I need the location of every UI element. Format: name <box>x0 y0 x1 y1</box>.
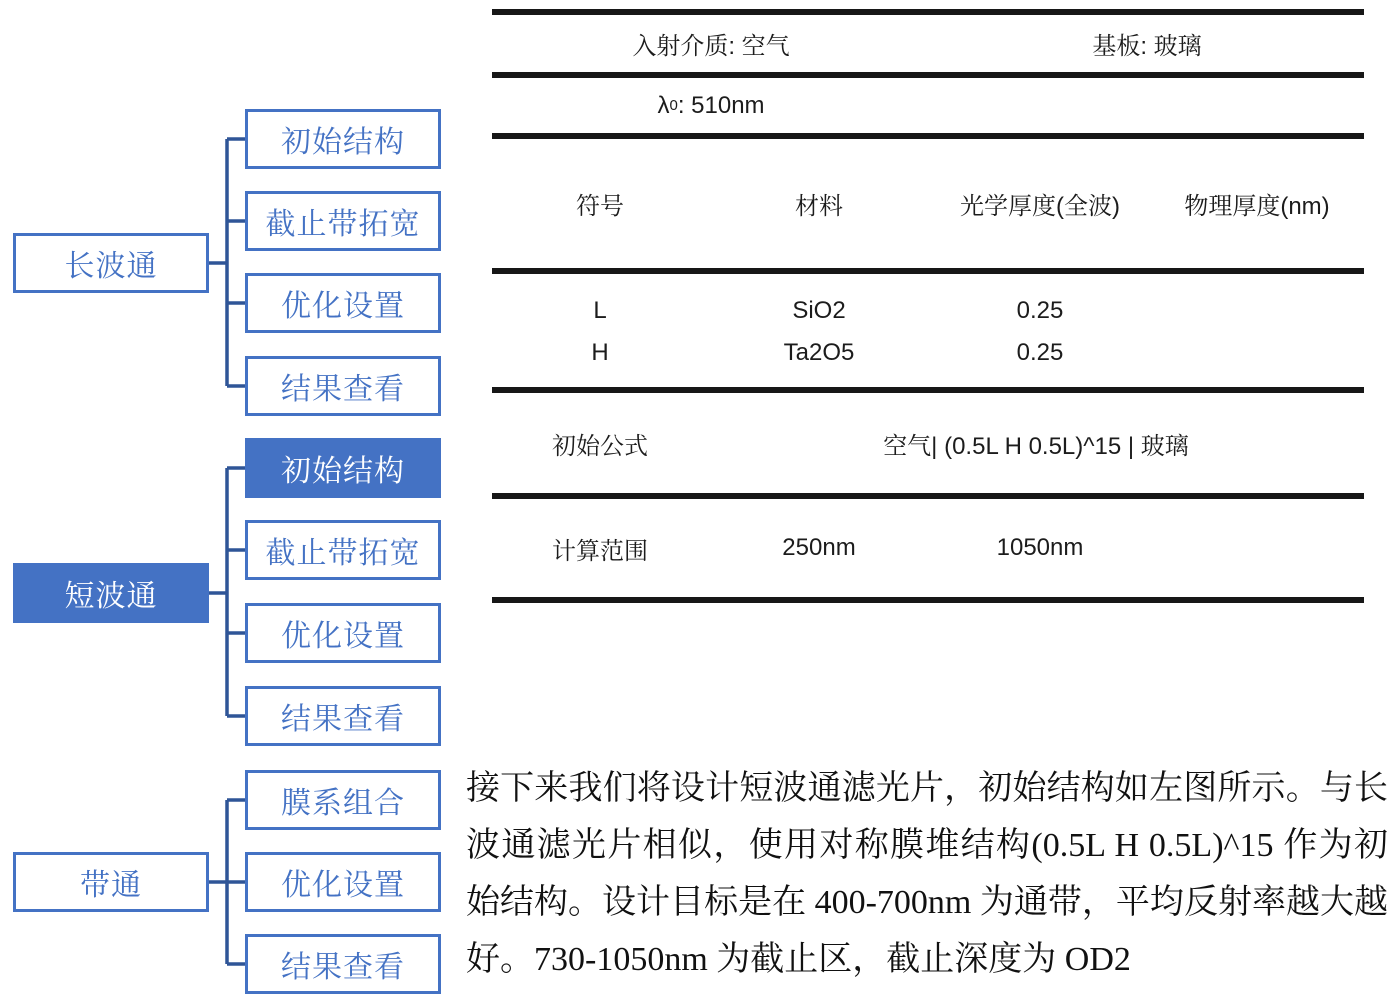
range-min: 250nm <box>782 534 856 561</box>
tree-node-shortpass-result-view <box>245 686 441 746</box>
tree-node-longpass <box>13 233 209 293</box>
material-rows <box>492 274 1364 387</box>
lambda-row <box>492 78 1364 133</box>
cell-material: Ta2O5 <box>783 339 855 366</box>
formula-value: 空气| (0.5L H 0.5L)^15 | 玻璃 <box>883 432 1189 460</box>
tree-node-label: 优化设置 <box>281 620 405 653</box>
tree-node-label: 带通 <box>80 869 142 902</box>
tree-node-longpass-result-view <box>245 356 441 416</box>
tree-node-longpass-initial-structure <box>245 109 441 169</box>
tree-node-bandpass-result-view <box>245 934 441 994</box>
tree-node-label: 截止带拓宽 <box>265 537 421 570</box>
tree-node-shortpass-stopband-widening <box>245 520 441 580</box>
tree-node-shortpass-initial-structure <box>245 438 441 498</box>
tree-node-longpass-optimization-settings <box>245 273 441 333</box>
lambda-symbol: λ <box>657 91 670 119</box>
tree-node-bandpass-optimization-settings <box>245 852 441 912</box>
col-header-physical-thickness: 物理厚度(nm) <box>1184 193 1330 220</box>
tree-node-bandpass-film-combination <box>245 770 441 830</box>
table-row <box>492 290 1364 332</box>
tree-node-label: 短波通 <box>64 580 158 613</box>
range-label: 计算范围 <box>552 537 648 565</box>
tree-node-shortpass <box>13 563 209 623</box>
lambda-value: : 510nm <box>677 91 765 119</box>
reference-wavelength: λ 0 : 510nm <box>657 91 765 119</box>
col-header-optical-thickness: 光学厚度(全波) <box>960 193 1120 220</box>
cell-material: SiO2 <box>792 297 846 324</box>
connector-bandpass <box>209 800 245 964</box>
range-max: 1050nm <box>996 534 1084 561</box>
col-header-symbol: 符号 <box>576 193 624 220</box>
formula-row <box>492 393 1364 493</box>
tree-node-label: 截止带拓宽 <box>265 208 421 241</box>
tree-node-shortpass-optimization-settings <box>245 603 441 663</box>
tree-node-label: 长波通 <box>64 250 158 283</box>
table-rule <box>492 597 1364 603</box>
table-row <box>492 332 1364 374</box>
description-paragraph: 接下来我们将设计短波通滤光片，初始结构如左图所示。与长波通滤光片相似，使用对称膜堆结构(0.5L H 0.5L)^15 作为初始结构。设计目标是在 400-700nm 为通带，平均反射率越大越好。730-1050nm 为截止区，截止深度为 OD2 <box>466 770 1388 978</box>
tree-node-label: 优化设置 <box>281 869 405 902</box>
header-row <box>492 139 1364 268</box>
media-row <box>492 15 1364 72</box>
cell-symbol: H <box>591 339 609 366</box>
tree-node-longpass-stopband-widening <box>245 191 441 251</box>
tree-node-label: 优化设置 <box>281 290 405 323</box>
tree-node-label: 结果查看 <box>281 951 405 984</box>
cell-optical-thickness: 0.25 <box>1016 297 1064 324</box>
tree-node-label: 结果查看 <box>281 373 405 406</box>
substrate: 基板: 玻璃 <box>1092 33 1202 60</box>
range-row <box>492 499 1364 597</box>
tree-node-label: 初始结构 <box>281 455 405 488</box>
connector-shortpass <box>209 468 245 716</box>
cell-optical-thickness: 0.25 <box>1016 339 1064 366</box>
cell-symbol: L <box>593 297 607 324</box>
formula-label: 初始公式 <box>552 432 648 460</box>
connector-longpass <box>209 139 245 386</box>
parameters-table <box>492 9 1364 603</box>
incident-medium: 入射介质: 空气 <box>632 33 790 60</box>
tree-node-bandpass <box>13 852 209 912</box>
tree-node-label: 结果查看 <box>281 703 405 736</box>
tree-node-label: 膜系组合 <box>281 787 405 820</box>
tree-node-label: 初始结构 <box>281 126 405 159</box>
col-header-material: 材料 <box>795 193 843 220</box>
